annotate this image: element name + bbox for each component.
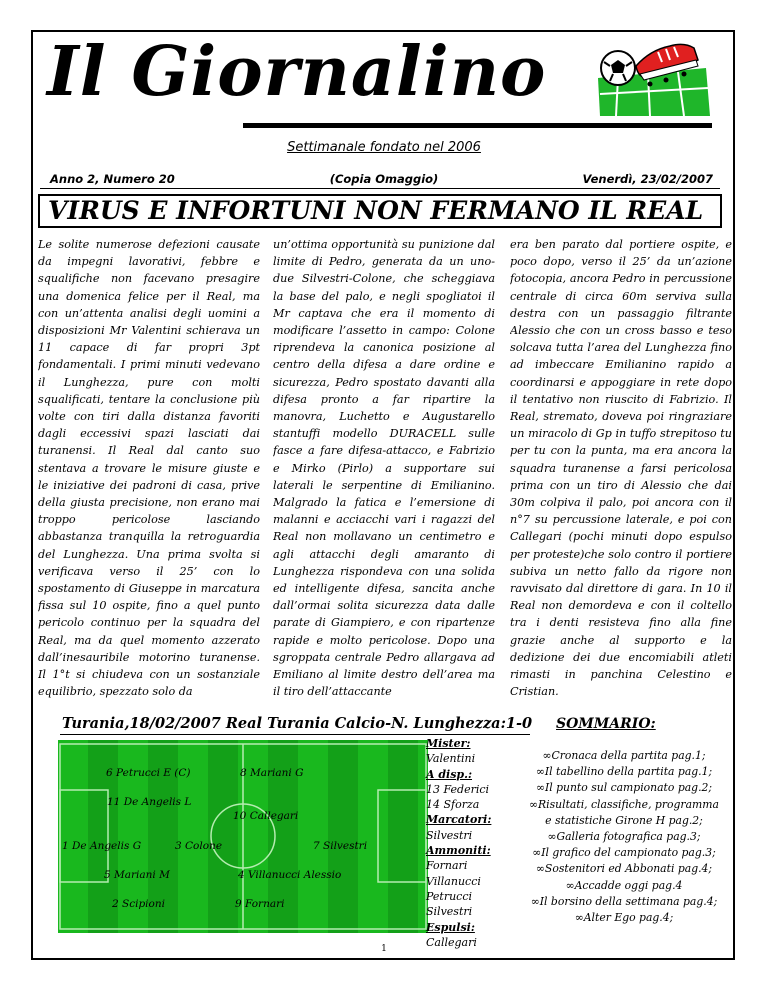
match-title: Turania,18/02/2007 Real Turania Calcio-N. Lunghezza:1-0: [62, 715, 533, 732]
ammonito: Silvestri: [426, 905, 473, 919]
soccer-logo-icon: [588, 38, 712, 116]
sommario-item: ∞Risultati, classifiche, programma: [529, 797, 719, 811]
espulso: Callegari: [426, 935, 477, 949]
player-label: 9 Fornari: [235, 898, 285, 910]
article-column-1: Le solite numerose defezioni causate da impegni lavorativi, febbre e squalifiche non facevano presagire una domenica felice per il Real, ma con un’attenta analisi degli uomini a disposizioni Mr Valentini schierava un 11 capace di far propri 3pt fondamentali. I primi minuti vedevano il Lunghezza, pure con molti squalificati, tentare la conclusione più volte con tiri dalla distanza favoriti dagli eccessivi spazi lasciati dai turanensi. Il Real dal canto suo stentava a trovare le misure giuste e le iniziative dei padroni di casa, prive della giusta precisione, non erano mai troppo pericolose lasciando abbastanza tranquilla la retroguardia del Lunghezza. Una prima svolta si verificava verso il 25’ con lo spostamento di Giuseppe in marcatura fissa sul 10 ospite, fino a quel punto pericolo continuo per la squadra del Real, ma da quel momento azzerato dall’inesauribile motorino turanense. Il 1°t si chiudeva con un sostanziale equilibrio, spezzato solo da: [38, 238, 260, 699]
player-label: 6 Petrucci E (C): [106, 767, 191, 779]
headline: VIRUS E INFORTUNI NON FERMANO IL REAL: [38, 194, 722, 228]
sommario-item: ∞Galleria fotografica pag.3;: [547, 830, 701, 844]
mister-label: Mister:: [426, 737, 471, 750]
issue-date: Venerdì, 23/02/2007: [582, 172, 713, 186]
issue-copy: (Copia Omaggio): [329, 172, 439, 186]
article-column-3: era ben parato dal portiere ospite, e poco dopo, verso il 25’ da un’azione fotocopia, ancora Pedro in percussione centrale di circa 60m serviva sulla destra con un passaggio filtrante Alessio che con un cross basso e teso solcava tutta l’area del Lunghezza fino ad imbeccare Emilianino rapido a coordinarsi e appoggiare in rete dopo il tentativo non riuscito di Fabrizio. Il Real, stremato, doveva poi ringraziare un miracolo di Gp in tuffo strepitoso tu per tu con la punta, ma era ancora la squadra turanense a farsi pericolosa prima con un tiro di Alessio che dai 30m colpiva il palo, poi ancora con il n°7 su percussione laterale, e poi con Callegari (pochi minuti dopo espulso per proteste)che solo contro il portiere subiva un netto fallo da rigore non ravvisato dal direttore di gara. In 10 il Real non demordeva e con il coltello tra i denti resisteva fino alla fine grazie anche al supporto e la dedizione dei due encomiabili atleti rimasti in panchina Celestino e Cristian.: [510, 238, 732, 699]
sommario-list: [524, 748, 724, 926]
sommario-item: ∞Il borsino della settimana pag.4;: [530, 894, 718, 908]
sommario-item: ∞Sostenitori ed Abbonati pag.4;: [535, 862, 713, 876]
player-label: 7 Silvestri: [313, 840, 368, 852]
masthead-title: Il Giornalino: [47, 32, 547, 112]
espulsi-label: Espulsi:: [426, 920, 475, 934]
issue-number: Anno 2, Numero 20: [50, 172, 175, 186]
mister-name: Valentini: [426, 752, 476, 766]
ammonito: Fornari: [426, 859, 468, 873]
player-label: 5 Mariani M: [104, 869, 170, 881]
sommario-item: ∞Il tabellino della partita pag.1;: [535, 765, 713, 779]
sommario-item: e statistiche Girone H pag.2;: [545, 813, 703, 827]
sommario-item: ∞Il punto sul campionato pag.2;: [535, 781, 713, 795]
player-label: 1 De Angelis G: [62, 840, 142, 852]
sommario-title: SOMMARIO:: [556, 716, 656, 732]
player-label: 3 Colone: [175, 840, 223, 852]
ammoniti-label: Ammoniti:: [426, 844, 491, 858]
player-label: 4 Villanucci Alessio: [238, 869, 342, 881]
marcatori-label: Marcatori:: [426, 813, 492, 827]
marcatore: Silvestri: [426, 828, 473, 842]
player-label: 11 De Angelis L: [107, 796, 192, 808]
article-column-2: un’ottima opportunità su punizione dal limite di Pedro, generata da un uno-due Silvestri-Colone, che scheggiava la base del palo, e negli spogliatoi il Mr captava che era il momento di modificare l’assetto in campo: Colone riprendeva la canonica posizione al centro della difesa a dare ordine e sicurezza, Pedro spostato davanti alla difesa pronto a far ripartire la manovra, Luchetto e Augustarello stantuffi modello DURACELL sulle fasce a fare difesa-attacco, e Fabrizio e Mirko (Pirlo) a supportare sui laterali le serpentine di Emilianino. Malgrado la fatica e l’emersione di malanni e acciacchi vari i ragazzi del Real non mollavano un centimetro e agli attacchi degli amaranto di Lunghezza rispondeva con una solida ed intelligente difesa, sancita anche dall’ormai solita sicurezza data dalle parate di Giampiero, e con ripartenze rapide e molto pericolose. Dopo una sgroppata centrale Pedro allargava ad Emiliano al limite destro dell’area ma il tiro dell’attaccante: [273, 238, 495, 699]
sommario-item: ∞Alter Ego pag.4;: [574, 911, 674, 925]
sommario-item: ∞Il grafico del campionato pag.3;: [532, 846, 716, 860]
masthead-subtitle: Settimanale fondato nel 2006: [287, 140, 481, 155]
ammonito: Petrucci: [426, 889, 473, 903]
issue-rule: [40, 188, 720, 189]
sommario-item: ∞Accadde oggi pag.4: [565, 878, 683, 892]
disp-label: A disp.:: [426, 767, 473, 781]
match-rule: [60, 734, 530, 735]
match-bench: [426, 736, 506, 950]
sommario-item: ∞Cronaca della partita pag.1;: [542, 749, 706, 762]
disp-player: 13 Federici: [426, 782, 490, 796]
disp-player: 14 Sforza: [426, 798, 480, 812]
ammonito: Villanucci: [426, 874, 481, 888]
player-label: 2 Scipioni: [112, 898, 165, 910]
player-label: 10 Callegari: [233, 810, 299, 822]
page-number: 1: [381, 944, 387, 954]
masthead-rule: [243, 123, 712, 128]
player-label: 8 Mariani G: [240, 767, 304, 779]
